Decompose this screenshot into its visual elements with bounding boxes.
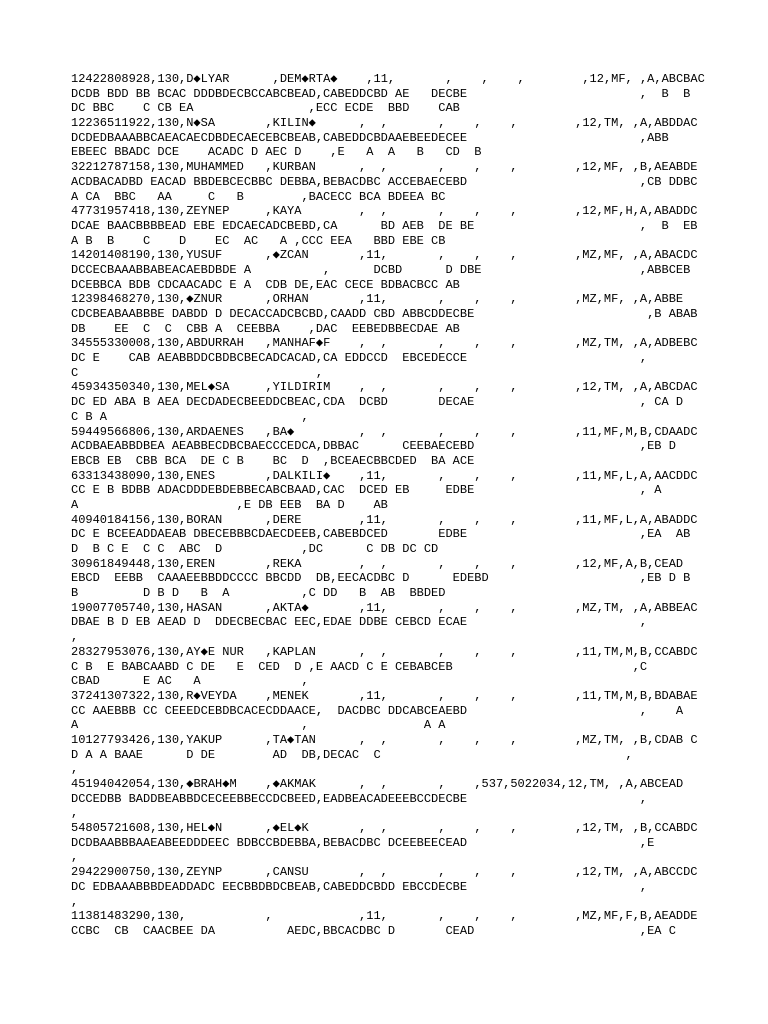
text-line: 28327953076,130,AY◆E NUR ,KAPLAN , , , , , ,11,TM,M,B,CCABDC <box>71 644 698 659</box>
text-line: A B B C D EC AC A ,CCC EEA BBD EBE CB <box>71 233 446 248</box>
text-line: DCCECBAAABBABEACAEBDBDE A , DCBD D DBE ,ABBCEB <box>71 262 691 277</box>
text-line: 40940184156,130,BORAN ,DERE ,11, , , , ,11,MF,L,A,ABADDC <box>71 512 698 527</box>
text-line: 47731957418,130,ZEYNEP ,KAYA , , , , , ,12,MF,H,A,ABADDC <box>71 204 698 219</box>
text-line: 14201408190,130,YUSUF ,◆ZCAN ,11, , , , ,MZ,MF, ,A,ABACDC <box>71 248 698 263</box>
text-line: A ,E DB EEB BA D AB <box>71 497 388 512</box>
text-line: EBCD EEBB CAAAEEBBDDCCCC BBCDD DB,EECACDBC D EDEBD ,EB D B <box>71 571 691 586</box>
text-line: C B A , <box>71 409 309 424</box>
text-line: CC AAEBBB CC CEEEDCEBDBCACECDDAACE, DACDBC DDCABCEAEBD , A <box>71 703 684 718</box>
text-line: 45194042054,130,◆BRAH◆M ,◆AKMAK , , , ,537,5022034,12,TM, ,A,ABCEAD <box>71 777 684 791</box>
text-line: 30961849448,130,EREN ,REKA , , , , , ,12,MF,A,B,CEAD <box>71 556 684 571</box>
text-line: , <box>71 894 79 909</box>
text-line: DC E CAB AEABBDDCBDBCBECADCACAD,CA EDDCCD EBCEDECCE , <box>71 351 648 366</box>
text-line: 34555330008,130,ABDURRAH ,MANHAF◆F , , , , , ,MZ,TM, ,A,ADBEBC <box>71 336 698 351</box>
text-line: 45934350340,130,MEL◆SA ,YILDIRIM , , , , , ,12,TM, ,A,ABCDAC <box>71 380 698 395</box>
text-line: , <box>71 850 79 865</box>
text-line: 29422900750,130,ZEYNP ,CANSU , , , , , ,12,TM, ,A,ABCCDC <box>71 865 698 880</box>
text-line: DCCEDBB BADDBEABBDCECEEBBECCDCBEED,EADBEACADEEEBCCDECBE , <box>71 791 648 806</box>
text-line: EBEEC BBADC DCE ACADC D AEC D ,E A A B CD B <box>71 145 482 160</box>
text-line: DCAE BAACBBBBEAD EBE EDCAECADCBEBD,CA BD AEB DE BE , B EB <box>71 218 698 233</box>
text-line: CC E B BDBB ADACDDDEBDEBBECABCBAAD,CAC DCED EB EDBE , A <box>71 483 662 498</box>
text-line: 37241307322,130,R◆VEYDA ,MENEK ,11, , , , ,11,TM,M,B,BDABAE <box>71 688 698 703</box>
text-line: DCDBAABBBAAEABEEDDDEEC BDBCCBDEBBA,BEBACDBC DCEEBEECEAD ,E <box>71 835 655 850</box>
text-line: ACDBACADBD EACAD BBDEBCECBBC DEBBA,BEBACDBC ACCEBAECEBD ,CB DDBC <box>71 174 698 189</box>
text-line: A CA BBC AA C B ,BACECC BCA BDEEA BC <box>71 189 446 204</box>
text-line: CBAD E AC A , <box>71 674 309 689</box>
text-line: D A A BAAE D DE AD DB,DECAC C , <box>71 747 633 762</box>
text-line: DC EDBAAABBBDEADDADC EECBBDBDCBEAB,CABEDDCBDD EBCCDECBE , <box>71 879 648 894</box>
text-line: 54805721608,130,HEL◆N ,◆EL◆K , , , , , ,12,TM, ,B,CCABDC <box>71 821 698 836</box>
text-line: , <box>71 762 79 777</box>
text-line: 11381483290,130, , ,11, , , , ,MZ,MF,F,B,AEADDE <box>71 909 698 924</box>
text-line: DB EE C C CBB A CEEBBA ,DAC EEBEDBBECDAE AB <box>71 321 460 336</box>
text-line: D B C E C C ABC D ,DC C DB DC CD <box>71 542 439 556</box>
text-line: ACDBAEABBDBEA AEABBECDBCBAECCCEDCA,DBBAC CEEBAECEBD ,EB D <box>71 439 676 454</box>
text-line: 59449566806,130,ARDAENES ,BA◆ , , , , , ,11,MF,M,B,CDAADC <box>71 424 698 439</box>
text-line: , <box>71 806 79 821</box>
text-line: CDCBEABAABBBE DABDD D DECACCADCBCBD,CAADD CBD ABBCDDECBE ,B ABAB <box>71 307 698 321</box>
text-line: DCDB BDD BB BCAC DDDBDECBCCABCBEAD,CABEDDCBD AE DECBE , B B <box>71 86 691 101</box>
text-line: , <box>71 630 79 645</box>
text-line: C , <box>71 365 324 380</box>
text-line: EBCB EB CBB BCA DE C B BC D ,BCEAECBBCDED BA ACE <box>71 453 475 468</box>
text-line: DCDEDBAAABBCAEACAECDBDECAECEBCBEAB,CABEDDCBDAAEBEEDECEE ,ABB <box>71 130 669 145</box>
text-line: 32212787158,130,MUHAMMED ,KURBAN , , , , , ,12,MF, ,B,AEABDE <box>71 160 698 175</box>
text-line: DC ED ABA B AEA DECDADECBEEDDCBEAC,CDA DCBD DECAE , CA D <box>71 395 684 410</box>
text-line: DC E BCEEADDAEAB DBECEBBBCDAECDEEB,CABEBDCED EDBE ,EA AB <box>71 527 691 542</box>
text-line: DC BBC C CB EA ,ECC ECDE BBD CAB <box>71 101 460 116</box>
text-line: DCEBBCA BDB CDCAACADC E A CDB DE,EAC CECE BDBACBCC AB <box>71 277 460 292</box>
text-line: DBAE B D EB AEAD D DDECBECBAC EEC,EDAE DDBE CEBCD ECAE , <box>71 615 648 630</box>
text-line: 12236511922,130,N◆SA ,KILIN◆ , , , , , ,12,TM, ,A,ABDDAC <box>71 116 698 131</box>
text-line: 63313438090,130,ENES ,DALKILI◆ ,11, , , , ,11,MF,L,A,AACDDC <box>71 468 698 483</box>
text-line: C B E BABCAABD C DE E CED D ,E AACD C E CEBABCEB ,C <box>71 659 648 674</box>
text-line: 12398468270,130,◆ZNUR ,ORHAN ,11, , , , ,MZ,MF, ,A,ABBE <box>71 292 684 307</box>
text-line: 12422808928,130,D◆LYAR ,DEM◆RTA◆ ,11, , , , ,12,MF, ,A,ABCBAC <box>71 72 705 86</box>
text-line: 10127793426,130,YAKUP ,TA◆TAN , , , , , ,MZ,TM, ,B,CDAB C <box>71 732 698 747</box>
text-line: B D B D B A ,C DD B AB BBDED <box>71 586 446 601</box>
text-line: A , A A <box>71 718 446 733</box>
text-line: 19007705740,130,HASAN ,AKTA◆ ,11, , , , ,MZ,TM, ,A,ABBEAC <box>71 600 698 615</box>
text-line: CCBC CB CAACBEE DA AEDC,BBCACDBC D CEAD ,EA C <box>71 923 676 938</box>
document-page <box>71 72 761 939</box>
